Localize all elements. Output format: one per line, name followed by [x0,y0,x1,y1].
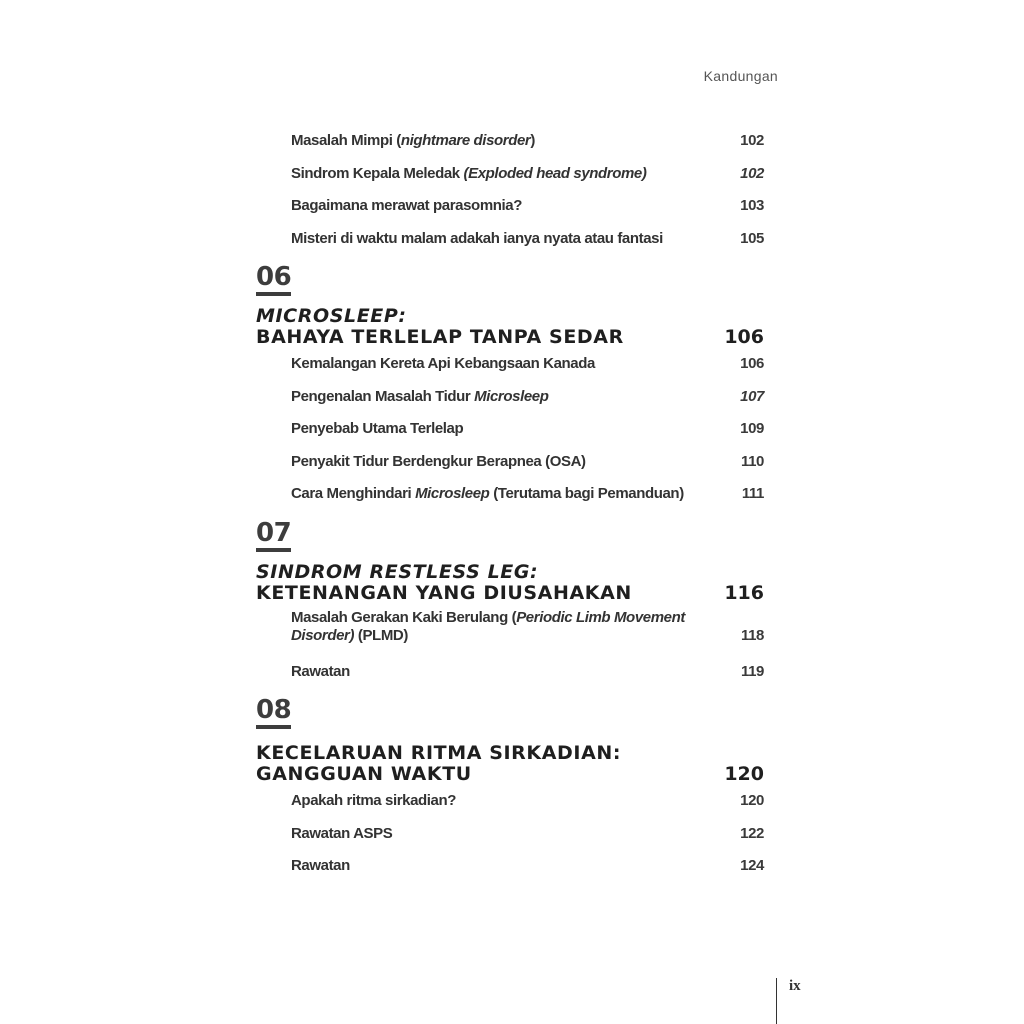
chapter-page: 116 [724,581,764,604]
toc-entry-page: 102 [740,164,764,182]
toc-entry[interactable] [256,128,764,161]
chapter-page: 106 [724,326,764,348]
toc-entry[interactable] [256,351,764,384]
chapter-section [256,697,764,886]
toc-entry[interactable] [256,416,764,449]
toc-entry-title: Kemalangan Kereta Api Kebangsaan Kanada [291,355,595,372]
table-of-contents [256,128,764,886]
toc-entry-title: Sindrom Kepala Meledak (Exploded head syndrome) [291,164,647,182]
page-number-footer [776,978,801,1024]
chapter-title: KECELARUAN RITMA SIRKADIAN: GANGGUAN WAKTU [256,742,622,785]
toc-entry-title: Misteri di waktu malam adakah ianya nyata atau fantasi [291,229,663,247]
toc-entry[interactable] [256,449,764,482]
chapter-heading[interactable] [256,562,764,604]
chapter-section [256,264,764,514]
running-head: Kandungan [703,68,778,84]
toc-entry[interactable] [256,193,764,226]
toc-entry-page: 105 [740,229,764,247]
toc-entry-page: 111 [741,485,764,502]
toc-entry-title: Penyakit Tidur Berdengkur Berapnea (OSA) [291,452,586,470]
toc-entry[interactable] [256,384,764,417]
toc-entry-page: 106 [740,355,764,372]
chapter-page: 120 [724,763,764,785]
toc-entry-title: Bagaimana merawat parasomnia? [291,197,522,214]
toc-entry-title: Rawatan [291,662,350,680]
toc-entry-title: Cara Menghindari Microsleep (Terutama bagi Pemanduan) [291,485,684,502]
toc-entry[interactable] [256,853,764,886]
toc-entry[interactable] [256,161,764,194]
toc-entry[interactable] [256,821,764,854]
toc-entry[interactable] [256,481,764,514]
page-number: ix [789,978,801,994]
chapter-number: 06 [256,264,291,296]
chapter-title: MICROSLEEP: BAHAYA TERLELAP TANPA SEDAR [256,305,624,348]
toc-entry-title: Penyebab Utama Terlelap [291,420,464,437]
toc-entry-title: Masalah Gerakan Kaki Berulang (Periodic Limb Movement Disorder) (PLMD) [291,608,685,644]
toc-entry-page: 107 [740,387,764,405]
toc-entry-title: Rawatan ASPS [291,824,393,842]
chapter-title: SINDROM RESTLESS LEG: KETENANGAN YANG DIUSAHAKAN [256,560,632,604]
toc-entry-page: 102 [740,132,764,149]
toc-entry-title: Apakah ritma sirkadian? [291,792,457,809]
toc-entry-page: 122 [740,824,764,842]
chapter-heading[interactable] [256,743,764,785]
toc-entry-title: Pengenalan Masalah Tidur Microsleep [291,387,549,405]
toc-entry-page: 119 [741,662,764,680]
toc-entry[interactable] [256,788,764,821]
chapter-number: 08 [256,697,291,729]
chapter-heading[interactable] [256,306,764,348]
toc-entry-title: Masalah Mimpi (nightmare disorder) [291,132,535,149]
toc-entry-page: 124 [740,857,764,874]
toc-entry-page: 110 [741,452,764,470]
toc-entry-page: 118 [741,626,764,644]
toc-entry-page: 120 [740,792,764,809]
toc-entry[interactable] [256,609,764,645]
toc-entry[interactable] [256,659,764,692]
chapter-number: 07 [256,520,291,552]
toc-entry-page: 109 [740,420,764,437]
chapter-section [256,517,764,692]
toc-entry-title: Rawatan [291,857,350,874]
toc-entry-page: 103 [740,197,764,214]
toc-entry[interactable] [256,226,764,259]
